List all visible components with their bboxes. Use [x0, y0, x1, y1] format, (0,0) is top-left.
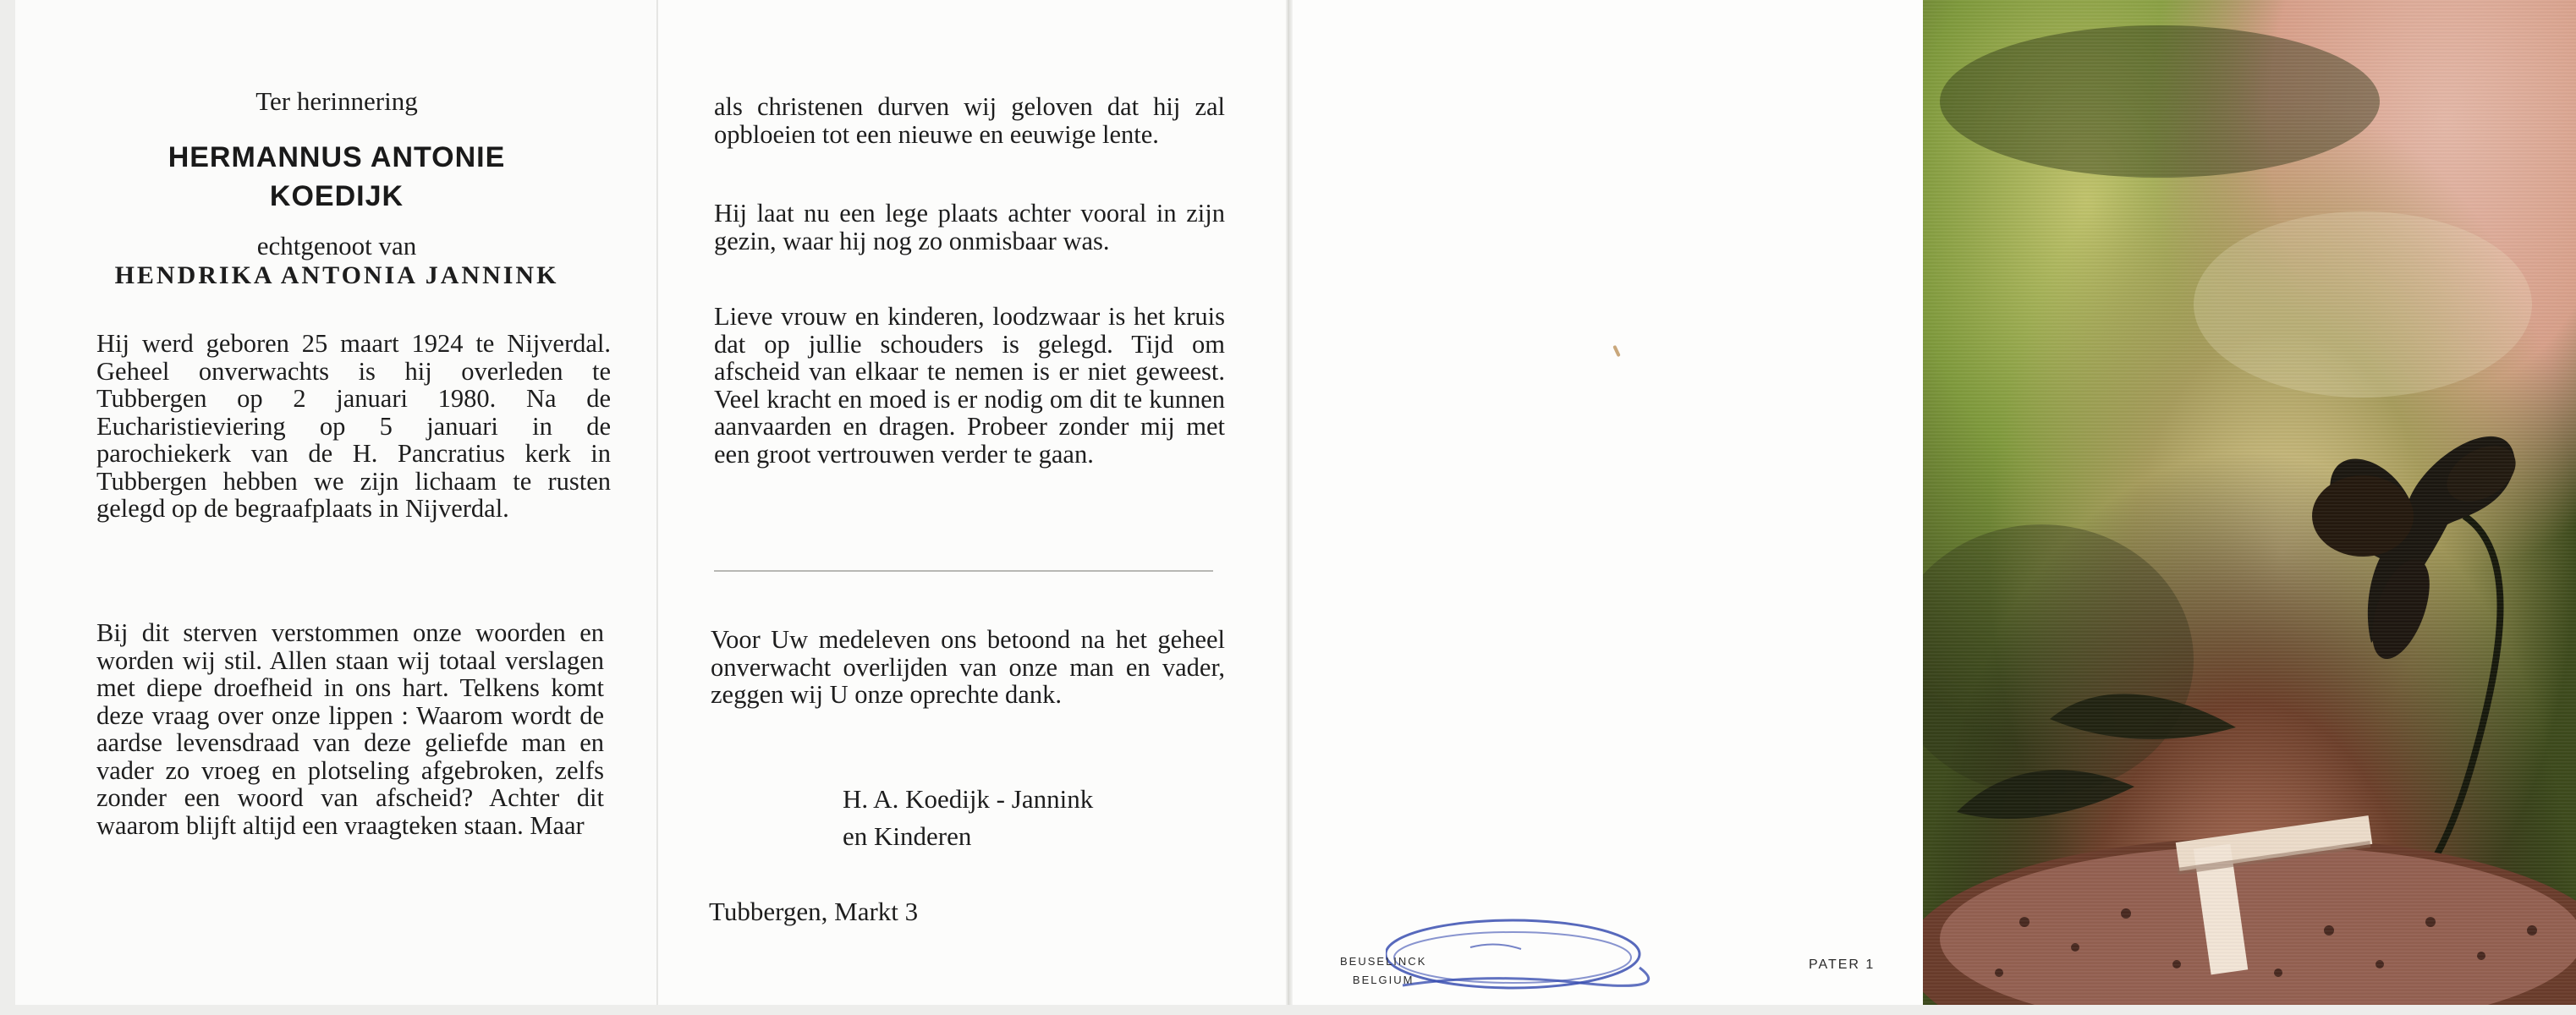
thanks-paragraph: Voor Uw medeleven ons betoond na het geheel onverwacht overlijden van onze man en vader, zeggen wij U onze oprechte dank. [711, 625, 1225, 709]
family-address: Tubbergen, Markt 3 [709, 897, 919, 926]
card-intro: Ter herinnering [255, 86, 418, 116]
empty-place-paragraph: Hij laat nu een lege plaats achter vooral in zijn gezin, waar hij nog zo onmisbaar was. [714, 199, 1225, 255]
signature-line-1: H. A. Koedijk - Jannink [843, 784, 1094, 814]
spouse-label: echtgenoot van [256, 231, 417, 261]
deceased-name [15, 138, 658, 216]
card-photo-panel [1923, 0, 2576, 1005]
violet-cross-photo [1923, 0, 2576, 1005]
card-front-text-panel [15, 0, 658, 1005]
biography-paragraph: Hij werd geboren 25 maart 1924 te Nijverdal. Geheel onverwachts is hij overleden te Tubbergen op 2 januari 1980. Na de Eucharistieviering op 5 januari in de parochiekerk van de H. Pancratius kerk in Tubbergen hebben we zijn lichaam te rusten gelegd op de begraafplaats in Nijverdal. [96, 329, 611, 523]
spouse-name: HENDRIKA ANTONIA JANNINK [114, 261, 559, 289]
deceased-name-line1: HERMANNUS ANTONIE [168, 141, 506, 173]
card-inner-text-panel [658, 0, 1286, 1005]
printer-name: BEUSELINCK [1340, 955, 1427, 968]
card-back-panel [1293, 0, 1923, 1005]
reflection-paragraph: Bij dit sterven verstommen onze woorden en worden wij stil. Allen staan wij totaal verslagen met diepe droefheid in ons hart. Telkens komt deze vraag over onze lippen : Waarom wordt de aardse levensdraad van deze geliefde man en vader zo vroeg en plotseling afgebroken, zelfs zonder een woord van afscheid? Achter dit waarom blijft altijd een vraagteken staan. Maar [96, 618, 604, 840]
series-code: PATER 1 [1809, 957, 1876, 972]
continuation-paragraph: als christenen durven wij geloven dat hij zal opbloeien tot een nieuwe en eeuwige lente. [714, 92, 1225, 149]
family-message-paragraph: Lieve vrouw en kinderen, loodzwaar is het kruis dat op jullie schouders is gelegd. Tijd om afscheid van elkaar te nemen is er niet geweest. Veel kracht en moed is er nodig om dit te kunnen aanvaarden en dragen. Probeer zonder mij met een groot vertrouwen verder te gaan. [714, 302, 1225, 469]
paper-speck [1612, 345, 1621, 357]
divider-line [714, 570, 1213, 572]
printer-mark [1340, 952, 1426, 990]
deceased-name-line2: KOEDIJK [269, 180, 404, 212]
printer-country: BELGIUM [1352, 974, 1414, 986]
signature-line-2: en Kinderen [843, 821, 972, 851]
